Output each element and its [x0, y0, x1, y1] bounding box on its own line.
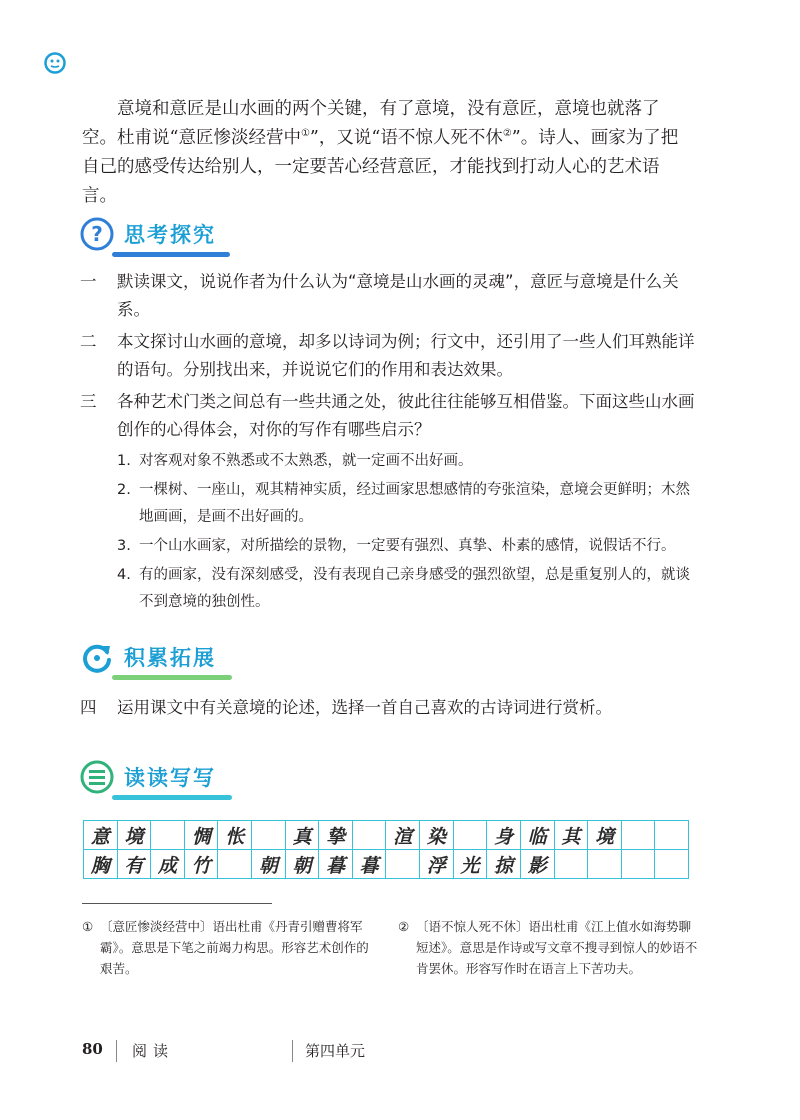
intro-text-2: ”，又说“语不惊人死不休	[309, 128, 503, 148]
grid-cell	[655, 821, 689, 850]
grid-cell: 朝	[285, 850, 319, 879]
section-underline	[112, 795, 232, 800]
sub-item-number: 3.	[117, 538, 131, 554]
grid-cell	[588, 850, 622, 879]
grid-cell: 真	[285, 821, 319, 850]
section-title-read-write: 读读写写	[124, 766, 216, 790]
question-text: 各种艺术门类之间总有一些共通之处，彼此往往能够互相借鉴。下面这些山水画创作的心得体会，对你的写作有哪些启示？	[117, 392, 695, 439]
intro-text-3: ”。诗人、画家为了把自己的感受传达给别人，一定要苦心经营意匠，才能找到打动人心的艺术语言。	[82, 128, 679, 206]
question-text: 运用课文中有关意境的论述，选择一首自己喜欢的古诗词进行赏析。	[117, 698, 612, 717]
page-footer	[0, 1040, 800, 1066]
sub-item-number: 1.	[117, 453, 131, 469]
footnote-mark-1[interactable]: ①	[300, 128, 310, 140]
refresh-arrow-icon	[80, 640, 114, 674]
grid-cell: 境	[117, 821, 151, 850]
section-underline	[112, 252, 230, 257]
grid-cell: 影	[520, 850, 554, 879]
grid-cell	[554, 850, 588, 879]
question-number: 二	[80, 332, 97, 351]
footnote-mark: ①	[82, 919, 94, 934]
grid-cell	[252, 821, 286, 850]
section-header-read-write	[80, 760, 216, 794]
grid-cell	[453, 821, 487, 850]
grid-cell	[621, 821, 655, 850]
grid-cell: 怅	[218, 821, 252, 850]
question-item	[80, 268, 695, 324]
footnote-1	[82, 916, 372, 979]
grid-cell: 暮	[319, 850, 353, 879]
grid-cell: 境	[588, 821, 622, 850]
intro-paragraph	[82, 95, 692, 211]
grid-cell	[218, 850, 252, 879]
section-header-accumulate	[80, 640, 216, 674]
grid-cell: 染	[420, 821, 454, 850]
footnote-text: 〔意匠惨淡经营中〕语出杜甫《丹青引赠曹将军霸》。意思是下笔之前竭力构思。形容艺术创作的艰苦。	[100, 919, 369, 976]
question-text: 默读课文，说说作者为什么认为“意境是山水画的灵魂”，意匠与意境是什么关系。	[117, 272, 679, 319]
grid-cell: 挚	[319, 821, 353, 850]
footnote-divider	[82, 903, 272, 904]
grid-cell: 胸	[84, 850, 118, 879]
section-title-think: 思考探究	[124, 223, 216, 247]
sub-item-text: 有的画家，没有深刻感受，没有表现自己亲身感受的强烈欲望，总是重复别人的，就谈不到意境的独创性。	[139, 567, 690, 610]
footer-divider	[116, 1040, 117, 1062]
footnote-mark-2[interactable]: ②	[502, 128, 512, 140]
grid-cell: 浮	[420, 850, 454, 879]
page-number: 80	[82, 1040, 103, 1058]
section-underline	[112, 675, 232, 680]
footer-unit: 第四单元	[305, 1042, 366, 1060]
intro-text-1: 意境和意匠是山水画的两个关键，有了意境，没有意匠，意境也就落了空。杜甫说“意匠惨淡经营中	[82, 99, 660, 148]
grid-cell	[386, 850, 420, 879]
grid-cell: 光	[453, 850, 487, 879]
question-number: 三	[80, 392, 97, 411]
sub-item	[117, 562, 695, 616]
sub-item-text: 一个山水画家，对所描绘的景物，一定要有强烈、真挚、朴素的感情，说假话不行。	[139, 538, 676, 554]
sub-item-text: 对客观对象不熟悉或不太熟悉，就一定画不出好画。	[139, 453, 473, 469]
grid-cell: 朝	[252, 850, 286, 879]
question-number: 四	[80, 698, 97, 717]
sub-item	[117, 533, 695, 560]
section-title-accumulate: 积累拓展	[124, 646, 216, 670]
footnote-mark: ②	[398, 919, 410, 934]
question-text: 本文探讨山水画的意境，却多以诗词为例；行文中，还引用了一些人们耳熟能详的语句。分别找出来，并说说它们的作用和表达效果。	[117, 332, 695, 379]
section-header-think	[80, 217, 216, 251]
grid-cell	[655, 850, 689, 879]
footnote-2	[398, 916, 698, 979]
grid-cell: 掠	[487, 850, 521, 879]
questions-accumulate	[80, 694, 695, 726]
svg-text:?: ?	[91, 222, 103, 246]
grid-cell	[352, 821, 386, 850]
smiley-icon	[44, 52, 66, 74]
vocabulary-grid	[83, 820, 689, 879]
question-item	[80, 328, 695, 384]
sub-item	[117, 477, 695, 531]
grid-cell: 有	[117, 850, 151, 879]
grid-cell: 惆	[184, 821, 218, 850]
grid-cell: 意	[84, 821, 118, 850]
grid-cell: 暮	[352, 850, 386, 879]
grid-cell: 其	[554, 821, 588, 850]
question-icon	[80, 217, 114, 251]
question-number: 一	[80, 272, 97, 291]
questions-think	[80, 268, 695, 616]
grid-row	[84, 850, 689, 879]
sub-item-text: 一棵树、一座山，观其精神实质，经过画家思想感情的夸张渲染，意境会更鲜明；木然地画画，是画不出好画的。	[139, 482, 690, 525]
sub-item	[117, 448, 695, 475]
lines-icon	[80, 760, 114, 794]
grid-cell	[621, 850, 655, 879]
footer-divider	[292, 1040, 293, 1062]
grid-row	[84, 821, 689, 850]
grid-cell	[151, 821, 185, 850]
grid-cell: 竹	[184, 850, 218, 879]
question-item	[80, 388, 695, 444]
sub-item-number: 4.	[117, 567, 131, 583]
question-item	[80, 694, 695, 722]
grid-cell: 渲	[386, 821, 420, 850]
footnote-text: 〔语不惊人死不休〕语出杜甫《江上值水如海势聊短述》。意思是作诗或写文章不搜寻到惊人的妙语不肯罢休。形容写作时在语言上下苦功夫。	[416, 919, 698, 976]
grid-cell: 身	[487, 821, 521, 850]
grid-cell: 成	[151, 850, 185, 879]
footer-section: 阅读	[132, 1042, 175, 1060]
grid-cell: 临	[520, 821, 554, 850]
sub-item-number: 2.	[117, 482, 131, 498]
